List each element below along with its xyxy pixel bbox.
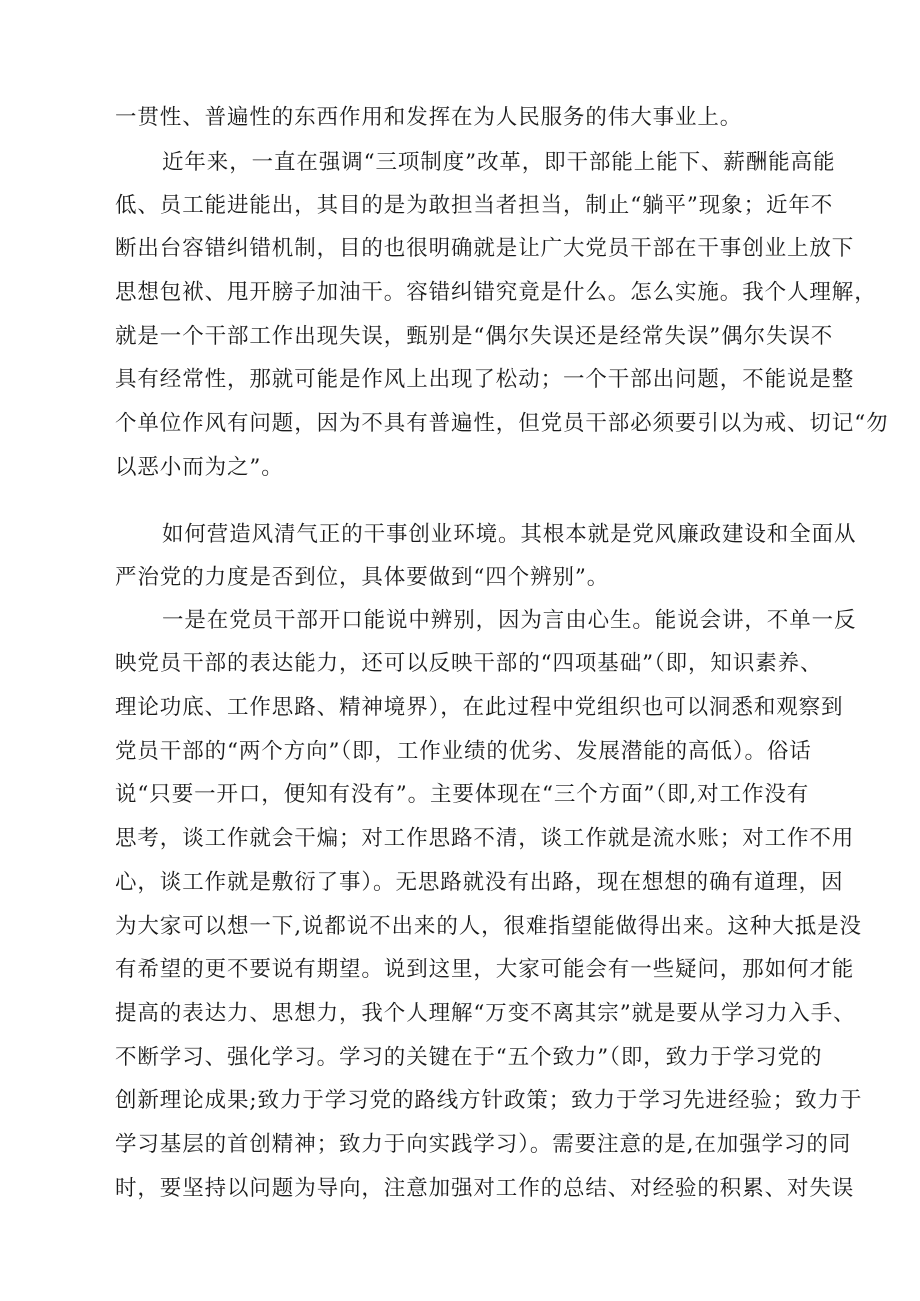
- paragraph-start-line: 如何营造风清气正的干事创业环境。其根本就是党风廉政建设和全面从: [162, 522, 857, 547]
- text-line: 党员干部的“两个方向”（即，工作业绩的优劣、发展潜能的高低）。俗话: [115, 739, 812, 764]
- text-line: 说“只要一开口，便知有没有”。主要体现在“三个方面”（即,对工作没有: [115, 782, 810, 807]
- text-line: 思想包袱、甩开膀子加油干。容错纠错究竟是什么。怎么实施。我个人理解，: [115, 280, 877, 305]
- text-line: 个单位作风有问题，因为不具有普遍性，但党员干部必须要引以为戒、切记“勿: [115, 411, 889, 436]
- text-line: 时，要坚持以问题为导向，注意加强对工作的总结、对经验的积累、对失误: [115, 1176, 855, 1201]
- text-line: 具有经常性，那就可能是作风上出现了松动；一个干部出问题，不能说是整: [115, 367, 855, 392]
- text-line: 提高的表达力、思想力，我个人理解“万变不离其宗”就是要从学习力入手、: [115, 1001, 856, 1026]
- text-line: 创新理论成果;致力于学习党的路线方针政策；致力于学习先进经验；致力于: [115, 1088, 863, 1113]
- text-line: 思考，谈工作就会干煸；对工作思路不清，谈工作就是流水账；对工作不用: [115, 826, 855, 851]
- text-line: 映党员干部的表达能力，还可以反映干部的“四项基础”（即，知识素养、: [115, 651, 823, 676]
- text-line: 断出台容错纠错机制，目的也很明确就是让广大党员干部在干事创业上放下: [115, 236, 855, 261]
- text-line: 心，谈工作就是敷衍了事）。无思路就没有出路，现在想想的确有道理，因: [115, 870, 844, 895]
- text-line: 有希望的更不要说有期望。说到这里，大家可能会有一些疑问，那如何才能: [115, 957, 855, 982]
- text-line: 以恶小而为之”。: [115, 455, 284, 480]
- text-line: 一贯性、普遍性的东西作用和发挥在为人民服务的伟大事业上。: [115, 105, 743, 130]
- paragraph-start-line: 一是在党员干部开口能说中辨别，因为言由心生。能说会讲，不单一反: [162, 608, 857, 633]
- text-line: 严治党的力度是否到位，具体要做到“四个辨别”。: [115, 565, 610, 590]
- text-line: 不断学习、强化学习。学习的关键在于“五个致力”（即，致力于学习党的: [115, 1045, 823, 1070]
- text-line: 为大家可以想一下,说都说不出来的人，很难指望能做得出来。这种大抵是没: [115, 914, 862, 939]
- text-line: 低、员工能进能出，其目的是为敢担当者担当，制止“躺平”现象；近年不: [115, 193, 834, 218]
- paragraph-start-line: 近年来，一直在强调“三项制度”改革，即干部能上能下、薪酬能高能: [162, 150, 836, 175]
- text-line: 就是一个干部工作出现失误，甄别是“偶尔失误还是经常失误”偶尔失误不: [115, 324, 834, 349]
- text-line: 理论功底、工作思路、精神境界），在此过程中党组织也可以洞悉和观察到: [115, 695, 844, 720]
- text-line: 学习基层的首创精神；致力于向实践学习）。需要注意的是,在加强学习的同: [115, 1132, 852, 1157]
